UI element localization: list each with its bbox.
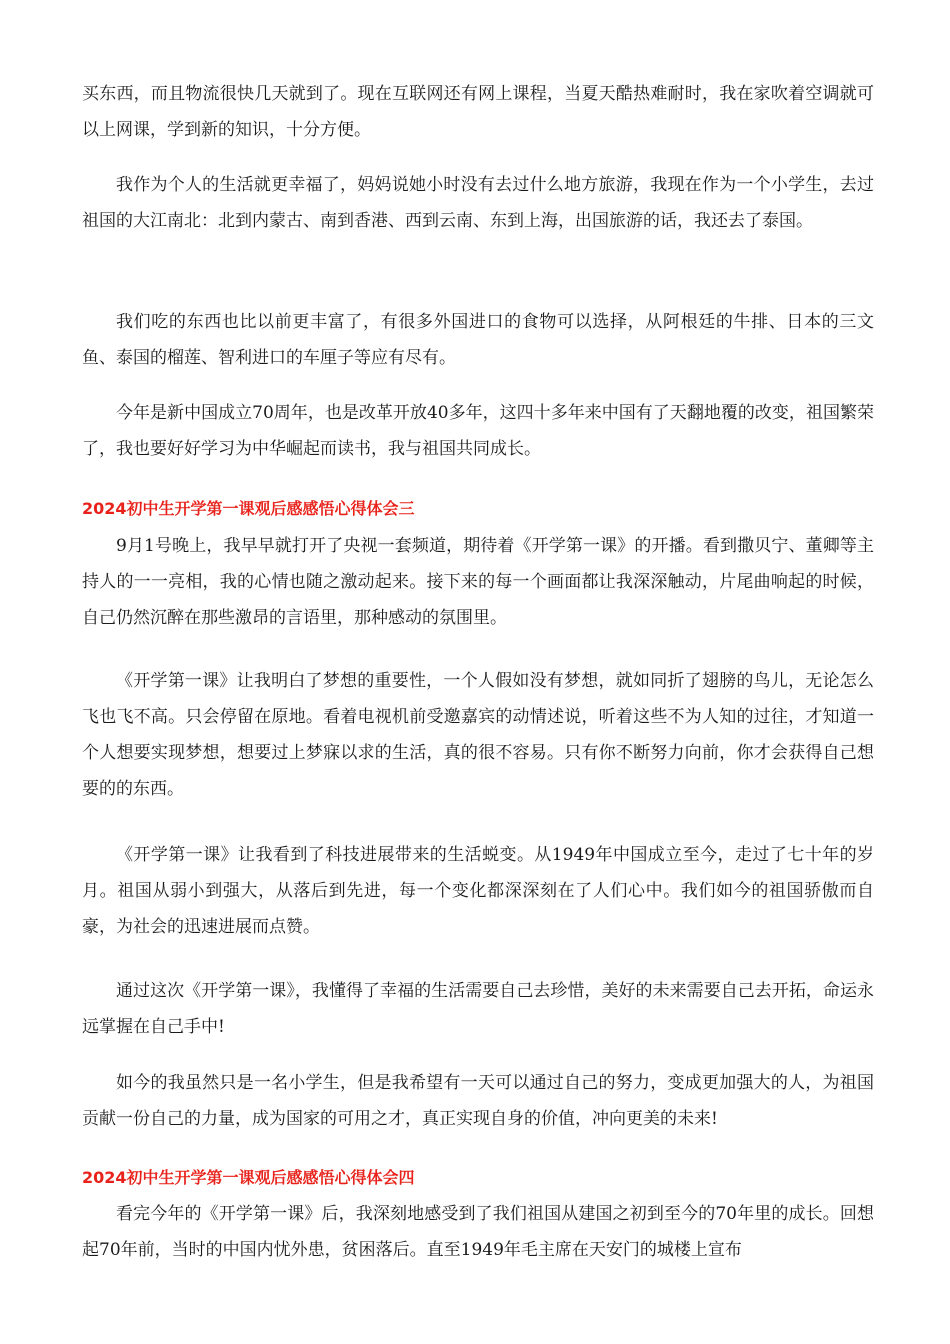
paragraph-3: 我们吃的东西也比以前更丰富了，有很多外国进口的食物可以选择，从阿根廷的牛排、日本的三文鱼、泰国的榴莲、智利进口的车厘子等应有尽有。 <box>82 312 874 368</box>
paragraph-1: 买东西，而且物流很快几天就到了。现在互联网还有网上课程，当夏天酷热难耐时，我在家吹着空调就可以上网课，学到新的知识，十分方便。 <box>82 84 874 140</box>
section-heading-3: 2024初中生开学第一课观后感感悟心得体会三 <box>82 499 415 518</box>
paragraph-6: 《开学第一课》让我明白了梦想的重要性，一个人假如没有梦想，就如同折了翅膀的鸟儿，无论怎么飞也飞不高。只会停留在原地。看着电视机前受邀嘉宾的动情述说，听着这些不为人知的过往，才知道一个人想要实现梦想，想要过上梦寐以求的生活，真的很不容易。只有你不断努力向前，你才会获得自己想要的的东西。 <box>82 671 874 799</box>
paragraph-5: 9月1号晚上，我早早就打开了央视一套频道，期待着《开学第一课》的开播。看到撒贝宁、董卿等主持人的一一亮相，我的心情也随之激动起来。接下来的每一个画面都让我深深触动，片尾曲响起的时候，自己仍然沉醉在那些激昂的言语里，那种感动的氛围里。 <box>82 536 874 628</box>
paragraph-4: 今年是新中国成立70周年，也是改革开放40多年，这四十多年来中国有了天翻地覆的改变，祖国繁荣了，我也要好好学习为中华崛起而读书，我与祖国共同成长。 <box>82 403 874 459</box>
paragraph-10: 看完今年的《开学第一课》后，我深刻地感受到了我们祖国从建国之初到至今的70年里的成长。回想起70年前，当时的中国内忧外患，贫困落后。直至1949年毛主席在天安门的城楼上宣布 <box>82 1204 874 1260</box>
section-heading-4: 2024初中生开学第一课观后感感悟心得体会四 <box>82 1168 415 1187</box>
paragraph-7: 《开学第一课》让我看到了科技进展带来的生活蜕变。从1949年中国成立至今，走过了七十年的岁月。祖国从弱小到强大，从落后到先进，每一个变化都深深刻在了人们心中。我们如今的祖国骄傲而自豪，为社会的迅速进展而点赞。 <box>82 845 874 937</box>
paragraph-8: 通过这次《开学第一课》，我懂得了幸福的生活需要自己去珍惜，美好的未来需要自己去开拓，命运永远掌握在自己手中! <box>82 981 874 1037</box>
paragraph-9: 如今的我虽然只是一名小学生，但是我希望有一天可以通过自己的努力，变成更加强大的人，为祖国贡献一份自己的力量，成为国家的可用之才，真正实现自身的价值，冲向更美的未来! <box>82 1073 874 1129</box>
paragraph-2: 我作为个人的生活就更幸福了，妈妈说她小时没有去过什么地方旅游，我现在作为一个小学生，去过祖国的大江南北：北到内蒙古、南到香港、西到云南、东到上海，出国旅游的话，我还去了泰国。 <box>82 175 874 231</box>
